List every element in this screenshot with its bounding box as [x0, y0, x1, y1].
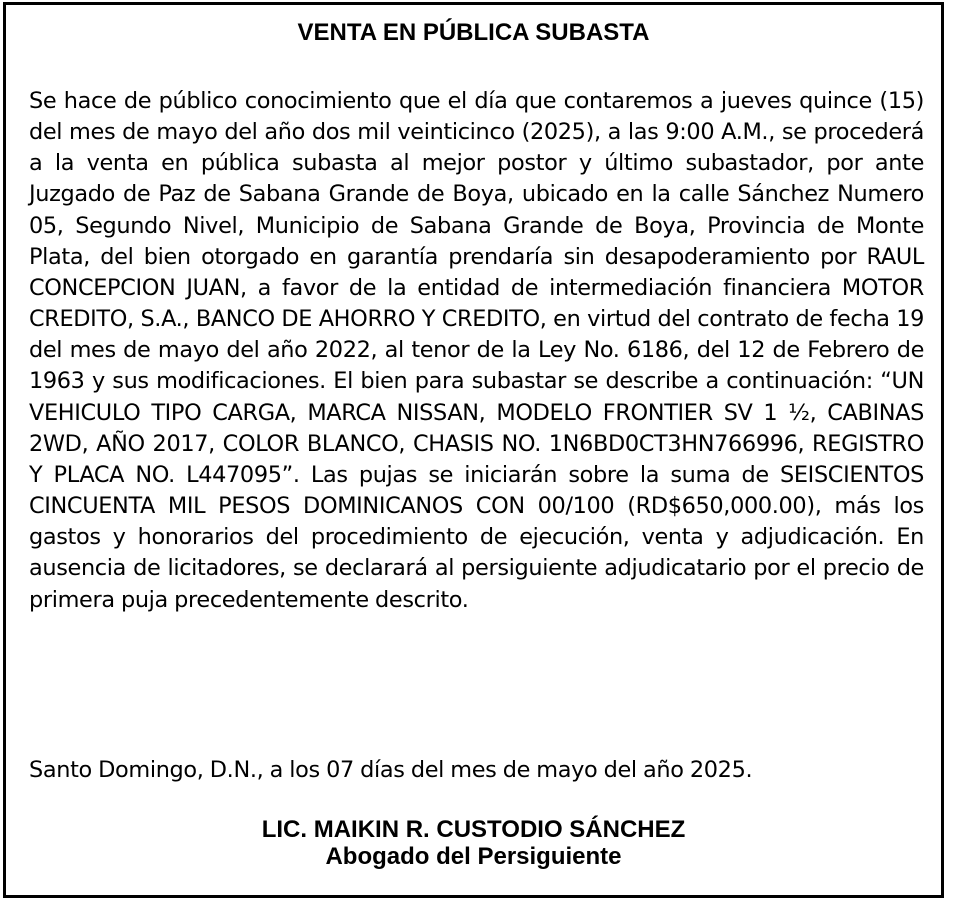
notice-dateline: Santo Domingo, D.N., a los 07 días del mes de mayo del año 2025.: [29, 757, 753, 783]
signature-name: LIC. MAIKIN R. CUSTODIO SÁNCHEZ: [261, 816, 686, 843]
legal-notice-box: [3, 2, 944, 898]
notice-body: Se hace de público conocimiento que el día que contaremos a jueves quince (15) del mes de mayo del año dos mil veinticinco (2025), a las 9:00 A.M., se procederá a la venta en pública subasta al mejor postor y último subastador, por ante Juzgado de Paz de Sabana Grande de Boya, ubicado en la calle Sánchez Numero 05, Segundo Nivel, Municipio de Sabana Grande de Boya, Provincia de Monte Plata, del bien otorgado en garantía prendaría sin desapoderamiento por RAUL CONCEPCION JUAN, a favor de la entidad de intermediación financiera MOTOR CREDITO, S.A., BANCO DE AHORRO Y CREDITO, en virtud del contrato de fecha 19 del mes de mayo del año 2022, al tenor de la Ley No. 6186, del 12 de Febrero de 1963 y sus modificaciones. El bien para subastar se describe a continuación: “UN VEHICULO TIPO CARGA, MARCA NISSAN, MODELO FRONTIER SV 1 ½, CABINAS 2WD, AÑO 2017, COLOR BLANCO, CHASIS NO. 1N6BD0CT3HN766996, REGISTRO Y PLACA NO. L447095”. Las pujas se iniciarán sobre la suma de SEISCIENTOS CINCUENTA MIL PESOS DOMINICANOS CON 00/100 (RD$650,000.00), más los gastos y honorarios del procedimiento de ejecución, venta y adjudicación. En ausencia de licitadores, se declarará al persiguiente adjudicatario por el precio de primera puja precedentemente descrito.: [29, 88, 924, 613]
signature-role: Abogado del Persiguiente: [325, 843, 622, 870]
notice-title: VENTA EN PÚBLICA SUBASTA: [297, 19, 650, 46]
